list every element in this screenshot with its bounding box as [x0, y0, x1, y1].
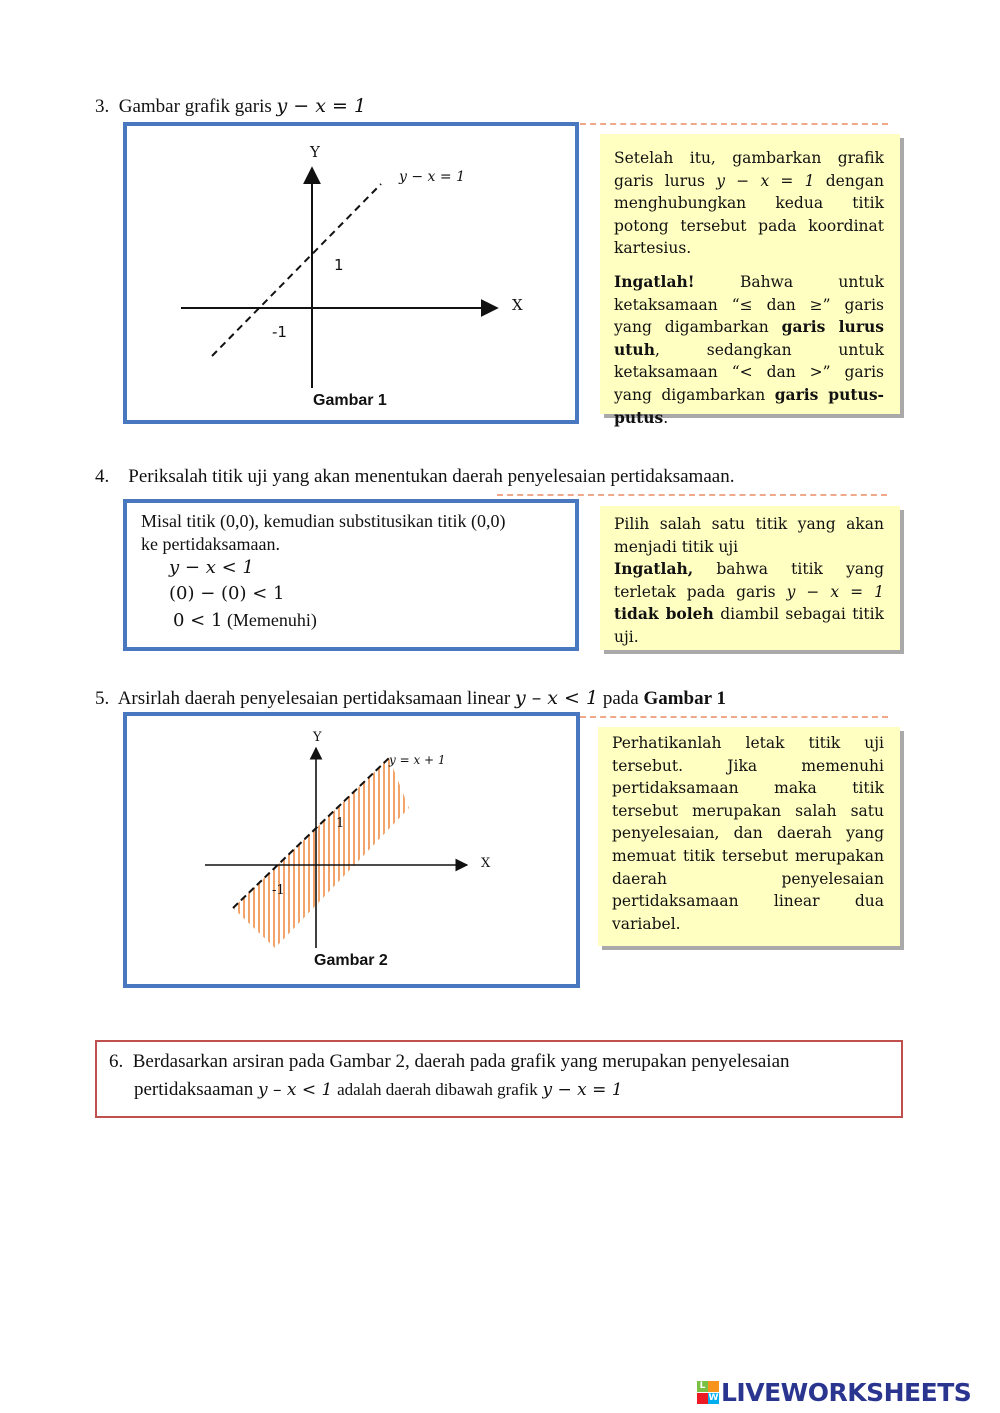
- q4-note-p1: Pilih salah satu titik yang akan menjadi titik uji: [614, 515, 884, 556]
- q3-note-p1b: dengan menghubungkan kedua titik potong tersebut pada koordinat kartesius.: [614, 171, 884, 258]
- graph1-svg: [127, 126, 575, 420]
- q6-line2-eq2: y − x = 1: [542, 1080, 623, 1100]
- q4-note-eq: y − x = 1: [786, 582, 884, 601]
- q4-work-line1: Misal titik (0,0), kemudian substitusikan titik (0,0): [141, 511, 506, 531]
- q4-text: Periksalah titik uji yang akan menentukan daerah penyelesaian pertidaksamaan.: [128, 466, 735, 487]
- q5-text2: pada: [602, 688, 639, 709]
- q3-note: [600, 134, 900, 427]
- q4-work-line2: ke pertidaksamaan.: [141, 534, 280, 554]
- graph1-y-label: Y: [310, 143, 320, 161]
- graph2-x-intercept: -1: [272, 883, 285, 898]
- q5-title: [95, 687, 726, 710]
- q4-note-bold2: tidak boleh: [614, 604, 714, 624]
- q5-number: 5.: [95, 688, 110, 709]
- graph1-x-label: X: [512, 296, 523, 314]
- q3-text: Gambar grafik garis: [118, 96, 272, 117]
- q6-line2: [134, 1079, 623, 1101]
- q4-dash-divider: [497, 494, 887, 496]
- graph2-shaded-region: [233, 758, 409, 948]
- q3-dash-divider: [580, 123, 888, 125]
- q3-note-bold2: garis lurus utuh: [614, 317, 884, 359]
- graph1-y-intercept: 1: [334, 256, 344, 274]
- graph2-svg: [127, 716, 576, 984]
- q6-line1: [109, 1051, 790, 1073]
- liveworksheets-logo[interactable]: [697, 1378, 997, 1408]
- q3-note-p2c: .: [663, 408, 669, 427]
- graph1-caption: Gambar 1: [313, 392, 387, 409]
- q4-title: [95, 466, 734, 488]
- q6-line2-eq: y – x < 1: [257, 1080, 333, 1100]
- graph2-frame: [123, 712, 580, 988]
- logo-mark-icon: L W: [697, 1381, 719, 1405]
- q3-note-p1a: Setelah itu, gambarkan grafik garis lurus: [614, 149, 884, 190]
- q5-dash-divider: [580, 716, 888, 718]
- q5-bold: Gambar 1: [643, 688, 726, 709]
- q4-work-line5: [173, 609, 317, 632]
- graph1-x-intercept: -1: [272, 323, 287, 341]
- graph2-y-intercept: 1: [336, 816, 345, 831]
- q4-work-line5-math: 0 < 1: [173, 610, 223, 631]
- graph2-x-label: X: [481, 856, 491, 871]
- q5-note: [598, 727, 900, 946]
- q4-work-line3: y − x < 1: [169, 557, 254, 578]
- q3-note-ingatlah: Ingatlah!: [614, 271, 695, 291]
- q3-equation: y − x = 1: [276, 95, 367, 117]
- graph2-line-label: y = x + 1: [389, 753, 446, 767]
- q6-line2a: pertidaksaaman: [134, 1079, 254, 1100]
- q3-note-p2b: , sedangkan untuk ketaksamaan “< dan >” garis yang digambarkan: [614, 340, 884, 404]
- q3-title: [95, 95, 366, 118]
- q4-note-p2a: bahwa titik yang terletak pada garis: [614, 560, 884, 601]
- graph1-dashed-line: [212, 184, 381, 356]
- q4-note-p2b: diambil sebagai titik uji.: [614, 605, 884, 646]
- q3-number: 3.: [95, 96, 110, 117]
- q3-note-bold3: garis putus-putus: [614, 384, 884, 427]
- q4-note: [600, 506, 900, 650]
- q3-note-p2a: Bahwa untuk ketaksamaan “≤ dan ≥” garis yang digambarkan: [614, 272, 884, 337]
- q3-note-eq: y − x = 1: [716, 171, 815, 190]
- q4-work-frame: [123, 499, 579, 651]
- graph2-caption: Gambar 2: [314, 952, 388, 969]
- graph1-frame: [123, 122, 579, 424]
- q4-work-line5-text: (Memenuhi): [222, 610, 317, 630]
- q4-note-ingatlah: Ingatlah,: [614, 559, 694, 579]
- q6-line2b: adalah daerah dibawah grafik: [337, 1080, 538, 1099]
- q6-line1-text: Berdasarkan arsiran pada Gambar 2, daerah pada grafik yang merupakan penyelesaian: [132, 1051, 790, 1072]
- q5-text: Arsirlah daerah penyelesaian pertidaksamaan linear: [117, 688, 511, 709]
- q5-equation: y – x < 1: [514, 687, 599, 709]
- q6-frame: [95, 1040, 903, 1118]
- graph2-y-label: Y: [313, 730, 322, 745]
- q5-note-p1: Perhatikanlah letak titik uji tersebut. Jika memenuhi pertidaksamaan maka titik tersebut merupakan salah satu penyelesaian, dan daerah yang memuat titik tersebut merupakan daerah penyelesaian pertidaksamaan linear dua variabel.: [612, 734, 884, 933]
- q4-work-line4: (0) − (0) < 1: [169, 583, 285, 604]
- logo-text: LIVEWORKSHEETS: [721, 1378, 972, 1407]
- graph1-line-label: y − x = 1: [399, 169, 465, 185]
- q6-number: 6.: [109, 1051, 124, 1072]
- q4-number: 4.: [95, 466, 110, 487]
